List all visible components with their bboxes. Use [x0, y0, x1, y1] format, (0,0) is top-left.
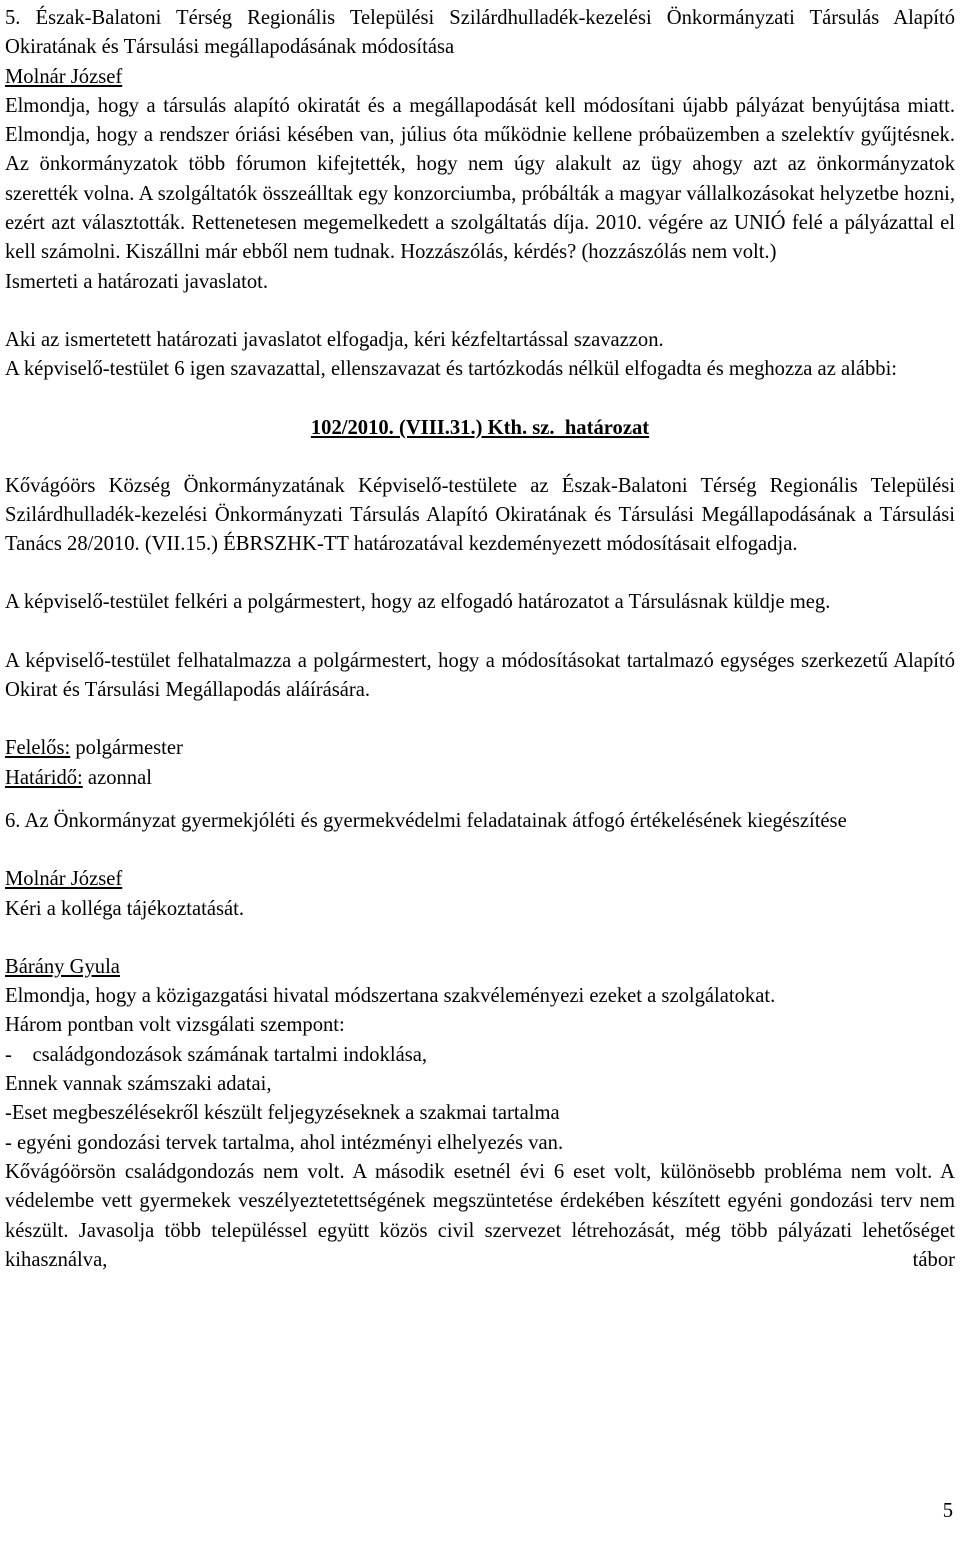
decision-title-row: [5, 414, 955, 443]
proposal-line: Ismerteti a határozati javaslatot.: [5, 270, 269, 293]
speech-paragraph: Elmondja, hogy a társulás alapító okiratát és a megállapodását kell módosítani újabb pályázat benyújtása miatt. Elmondja, hogy a rendszer óriási késében van, július óta működnie kellene próbaüzemben a szelektív gyűjtésnek. Az önkormányzatok több fórumon kifejtették, hogy nem úgy alakult az ügy ahogy azt az önkormányzatok szerették volna. A szolgáltatók összeálltak egy konzorciumba, próbálták a magyar vállalkozásokat helyzetbe hozni, ezért azt választották. Rettenetesen megemelkedett a szolgáltatás díja. 2010. végére az UNIÓ felé a pályázattal el kell számolni. Kiszállni már ebből nem tudnak. Hozzászólás, kérdés? (hozzászólás nem volt.): [5, 94, 955, 264]
decision-paragraph-3: A képviselő-testület felhatalmazza a polgármestert, hogy a módosításokat tartalmazó egységes szerkezetű Alapító Okirat és Társulási Megállapodás aláírására.: [5, 649, 955, 702]
speech-line: Kéri a kolléga tájékoztatását.: [5, 897, 245, 920]
speech-line: Ennek vannak számszaki adatai,: [5, 1073, 272, 1096]
deadline-value: azonnal: [82, 766, 152, 789]
page-number: 5: [942, 1500, 953, 1522]
spacer: [5, 618, 955, 647]
document-page: [5, 4, 955, 1275]
speech-line: Három pontban volt vizsgálati szempont:: [5, 1014, 345, 1037]
item6-heading: 6. Az Önkormányzat gyermekjóléti és gyermekvédelmi feladatainak átfogó értékelésének kiegészítése: [5, 809, 847, 832]
deadline-label: Határidő:: [5, 766, 83, 789]
speech-line: - egyéni gondozási tervek tartalma, ahol intézményi elhelyezés van.: [5, 1131, 564, 1154]
decision-paragraph-2: A képviselő-testület felkéri a polgármestert, hogy az elfogadó határozatot a Társulásnak küldje meg.: [5, 591, 831, 614]
spacer: [5, 385, 955, 414]
decision-title: 102/2010. (VIII.31.) Kth. sz. határozat: [310, 416, 650, 439]
speech-line: -Eset megbeszélésekről készült feljegyzéseknek a szakmai tartalma: [5, 1102, 560, 1125]
spacer: [5, 836, 955, 865]
item5-heading: 5. Észak-Balatoni Térség Regionális Települési Szilárdhulladék-kezelési Önkormányzati Társulás Alapító Okiratának és Társulási megállapodásának módosítása: [5, 7, 955, 59]
spacer: [5, 297, 955, 326]
spacer: [5, 443, 955, 472]
vote-result: A képviselő-testület 6 igen szavazattal, ellenszavazat és tartózkodás nélkül elfogadta és meghozza az alábbi:: [5, 358, 898, 381]
speaker-name: Bárány Gyula: [5, 955, 120, 978]
speech-line: - családgondozások számának tartalmi indoklása,: [5, 1043, 428, 1066]
vote-call: Aki az ismertetett határozati javaslatot elfogadja, kéri kézfeltartással szavazzon.: [5, 328, 664, 351]
responsible-row: [5, 734, 955, 763]
spacer: [5, 924, 955, 953]
speaker-name: Molnár József: [5, 868, 123, 891]
speech-paragraph: Kővágóörsön családgondozás nem volt. A második esetnél évi 6 eset volt, különösebb probléma nem volt. A védelembe vett gyermekek veszélyeztetettségének megszüntetése érdekében készített egyéni gondozási terv nem készült. Javasolja több településsel együtt közös civil szervezet létrehozását, még több pályázati lehetőséget kihasználva, tábor: [5, 1160, 955, 1271]
deadline-row: [5, 764, 955, 793]
decision-paragraph-1: Kővágóörs Község Önkormányzatának Képviselő-testülete az Észak-Balatoni Térség Regionális Települési Szilárdhulladék-kezelési Önkormányzati Társulás Alapító Okiratának és Társulási Megállapodásának a Társulási Tanács 28/2010. (VII.15.) ÉBRSZHK-TT határozatával kezdeményezett módosításait elfogadja.: [5, 474, 955, 556]
speech-line: Elmondja, hogy a közigazgatási hivatal módszertana szakvéleményezi ezeket a szolgálatokat.: [5, 985, 776, 1008]
speaker-name: Molnár József: [5, 65, 123, 88]
responsible-value: polgármester: [70, 737, 183, 760]
responsible-label: Felelős:: [5, 737, 71, 760]
spacer: [5, 705, 955, 734]
spacer: [5, 559, 955, 588]
